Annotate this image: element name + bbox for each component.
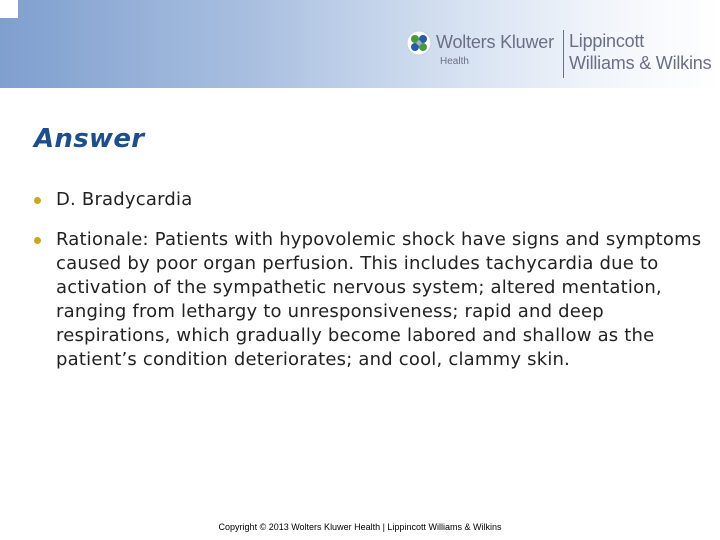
logo-brand-text: Wolters Kluwer — [436, 32, 554, 52]
publisher-logo — [406, 28, 720, 78]
logo-partner-line2: Williams & Wilkins — [569, 53, 712, 73]
header-corner-square — [0, 0, 18, 18]
bullet-item-answer — [34, 188, 704, 212]
bullet-dot-icon — [34, 237, 41, 244]
bullet-text: D. Bradycardia — [56, 189, 193, 210]
logo-partner-line1: Lippincott — [569, 31, 645, 51]
logo-brand-subtext: Health — [440, 56, 469, 67]
copyright-footer: Copyright © 2013 Wolters Kluwer Health | Lippincott Williams & Wilkins — [218, 522, 502, 532]
slide-title: Answer — [34, 124, 145, 154]
bullet-list — [34, 188, 704, 372]
header-band — [0, 0, 720, 88]
bullet-text: Rationale: Patients with hypovolemic shock have signs and symptoms caused by poor organ perfusion. This includes tachycardia due to activation of the sympathetic nervous system; altered mentation, ranging from lethargy to unresponsiveness; rapid and deep respirations, which gradually become labored and shallow as the patient’s condition deteriorates; and cool, clammy skin. — [56, 229, 702, 370]
bullet-dot-icon — [34, 197, 41, 204]
bullet-item-rationale — [34, 228, 704, 372]
wolters-kluwer-logo-icon — [406, 30, 432, 56]
logo-partner-text — [569, 30, 711, 74]
logo-divider — [563, 30, 564, 78]
